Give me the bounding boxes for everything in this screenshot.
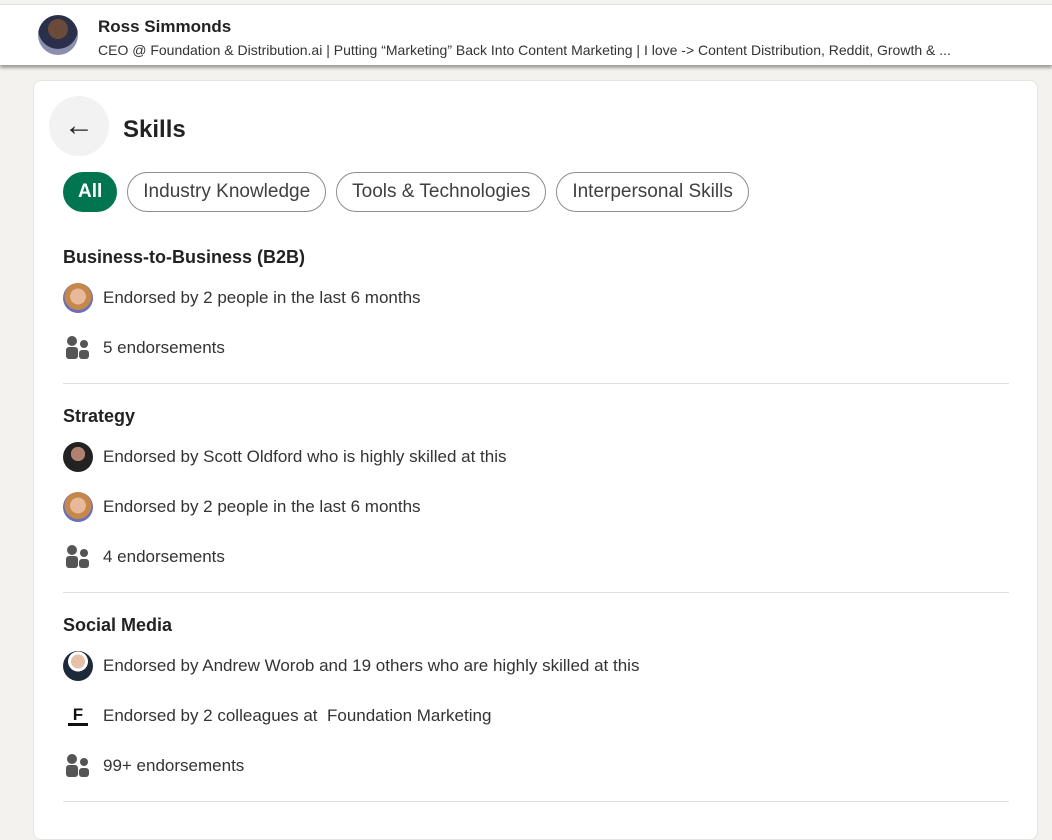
skill-name[interactable]: Business-to-Business (B2B) xyxy=(63,247,306,267)
profile-headline: CEO @ Foundation & Distribution.ai | Putting “Marketing” Back Into Content Marketing | I love -> Content Distribution, Reddit, Growth & ... xyxy=(98,42,951,58)
people-icon xyxy=(63,542,93,572)
people-icon xyxy=(63,751,93,781)
endorser-avatar-icon xyxy=(63,283,93,313)
profile-name[interactable]: Ross Simmonds xyxy=(98,17,232,36)
skill-name[interactable]: Strategy xyxy=(63,406,136,426)
endorsement-text: Endorsed by 2 people in the last 6 months xyxy=(103,288,421,307)
endorsement-row[interactable] xyxy=(63,482,1009,532)
endorsement-row[interactable] xyxy=(63,691,1009,741)
endorser-avatar-icon xyxy=(63,651,93,681)
endorsement-text: Endorsed by 2 colleagues at Foundation Marketing xyxy=(103,706,492,725)
endorsement-text: Endorsed by 2 people in the last 6 months xyxy=(103,497,421,516)
skill-filters xyxy=(63,172,749,212)
filter-all[interactable]: All xyxy=(63,172,117,212)
filter-tools-technologies[interactable]: Tools & Technologies xyxy=(336,172,546,212)
endorsement-row[interactable] xyxy=(63,641,1009,691)
profile-topbar xyxy=(0,4,1052,65)
endorser-avatar-icon xyxy=(63,492,93,522)
endorsement-count: 4 endorsements xyxy=(103,547,225,566)
back-button[interactable] xyxy=(49,96,109,156)
skill-item xyxy=(63,609,1009,802)
filter-interpersonal-skills[interactable]: Interpersonal Skills xyxy=(556,172,749,212)
endorsement-row[interactable] xyxy=(63,273,1009,323)
skills-list xyxy=(63,241,1009,818)
skill-item xyxy=(63,241,1009,384)
skill-name[interactable]: Social Media xyxy=(63,615,173,635)
endorsement-text: Endorsed by Andrew Worob and 19 others who are highly skilled at this xyxy=(103,656,640,675)
endorsement-count: 99+ endorsements xyxy=(103,756,245,775)
endorsement-count-row[interactable] xyxy=(63,741,1009,791)
endorsement-count-row[interactable] xyxy=(63,532,1009,582)
endorsement-row[interactable] xyxy=(63,432,1009,482)
endorsement-count-row[interactable] xyxy=(63,323,1009,373)
people-icon xyxy=(63,333,93,363)
endorsement-text: Endorsed by Scott Oldford who is highly skilled at this xyxy=(103,447,507,466)
skill-item xyxy=(63,400,1009,593)
arrow-left-icon: ← xyxy=(64,109,94,142)
foundation-logo-icon: F xyxy=(68,706,88,726)
filter-industry-knowledge[interactable]: Industry Knowledge xyxy=(127,172,326,212)
endorsement-count: 5 endorsements xyxy=(103,338,225,357)
endorser-avatar-icon xyxy=(63,442,93,472)
profile-avatar[interactable] xyxy=(38,15,78,55)
page-title: Skills xyxy=(123,116,186,143)
skills-card xyxy=(33,80,1038,840)
